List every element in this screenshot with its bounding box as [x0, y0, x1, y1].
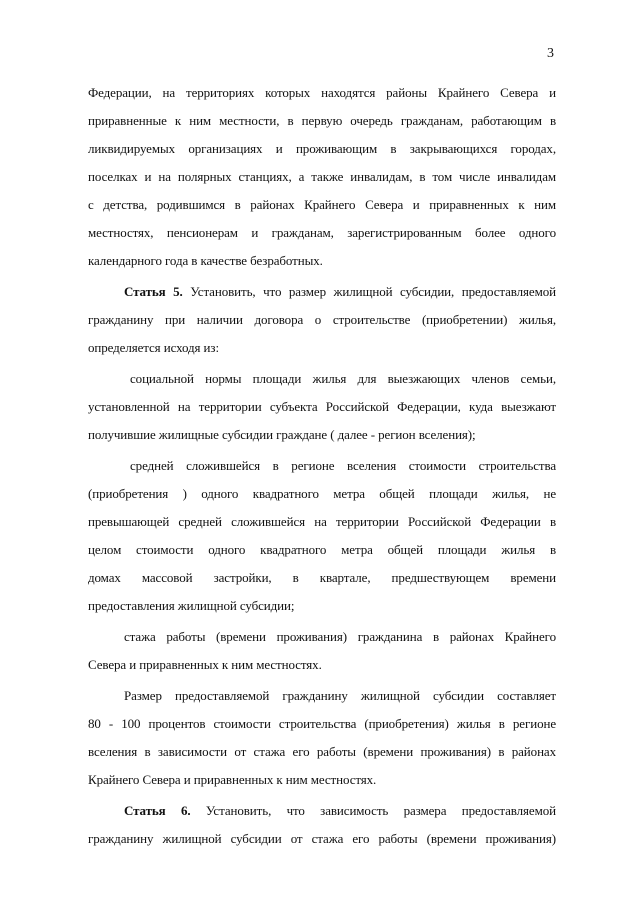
- text-line: целом стоимости одного квадратного метра общей площади жилья в: [88, 542, 556, 557]
- text-line: поселках и на полярных станциях, а также инвалидам, в том числе инвалидам: [88, 169, 556, 184]
- article-6-heading-line: Статья 6. Установить, что зависимость размера предоставляемой: [124, 803, 556, 818]
- text-line: определяется исходя из:: [88, 340, 219, 355]
- text-line: приравненные к ним местности, в первую очередь гражданам, работающим в: [88, 113, 556, 128]
- text-line: получившие жилищные субсидии граждане ( далее - регион вселения);: [88, 427, 476, 442]
- text-line: календарного года в качестве безработных.: [88, 253, 323, 268]
- text-line: вселения в зависимости от стажа его работы (времени проживания) в районах: [88, 744, 556, 759]
- text-line: ликвидируемых организациях и проживающим в закрывающихся городах,: [88, 141, 556, 156]
- text-line: гражданину жилищной субсидии от стажа его работы (времени проживания): [88, 831, 556, 846]
- text-line: стажа работы (времени проживания) гражданина в районах Крайнего: [124, 629, 556, 644]
- article-5-heading-line: Статья 5. Установить, что размер жилищной субсидии, предоставляемой: [124, 284, 556, 299]
- text-line: Севера и приравненных к ним местностях.: [88, 657, 322, 672]
- text-line: с детства, родившимся в районах Крайнего Севера и приравненных к ним: [88, 197, 556, 212]
- text-line: установленной на территории субъекта Российской Федерации, куда выезжают: [88, 399, 556, 414]
- text-line: 80 - 100 процентов стоимости строительства (приобретения) жилья в регионе: [88, 716, 556, 731]
- text-line: превышающей средней сложившейся на территории Российской Федерации в: [88, 514, 556, 529]
- text-line: (приобретения ) одного квадратного метра общей площади жилья, не: [88, 486, 556, 501]
- text-line: Федерации, на территориях которых находятся районы Крайнего Севера и: [88, 85, 556, 100]
- text-line: домах массовой застройки, в квартале, предшествующем времени: [88, 570, 556, 585]
- text-line: Размер предоставляемой гражданину жилищной субсидии составляет: [124, 688, 556, 703]
- text-line: предоставления жилищной субсидии;: [88, 598, 295, 613]
- text-line: гражданину при наличии договора о строительстве (приобретении) жилья,: [88, 312, 556, 327]
- text-line: местностях, пенсионерам и гражданам, зарегистрированным более одного: [88, 225, 556, 240]
- text-line: средней сложившейся в регионе вселения стоимости строительства: [130, 458, 556, 473]
- article-6-label: Статья 6.: [124, 803, 191, 818]
- text-line: Крайнего Севера и приравненных к ним местностях.: [88, 772, 377, 787]
- text-line: социальной нормы площади жилья для выезжающих членов семьи,: [130, 371, 556, 386]
- article-5-label: Статья 5.: [124, 284, 183, 299]
- page-number: 3: [547, 46, 554, 61]
